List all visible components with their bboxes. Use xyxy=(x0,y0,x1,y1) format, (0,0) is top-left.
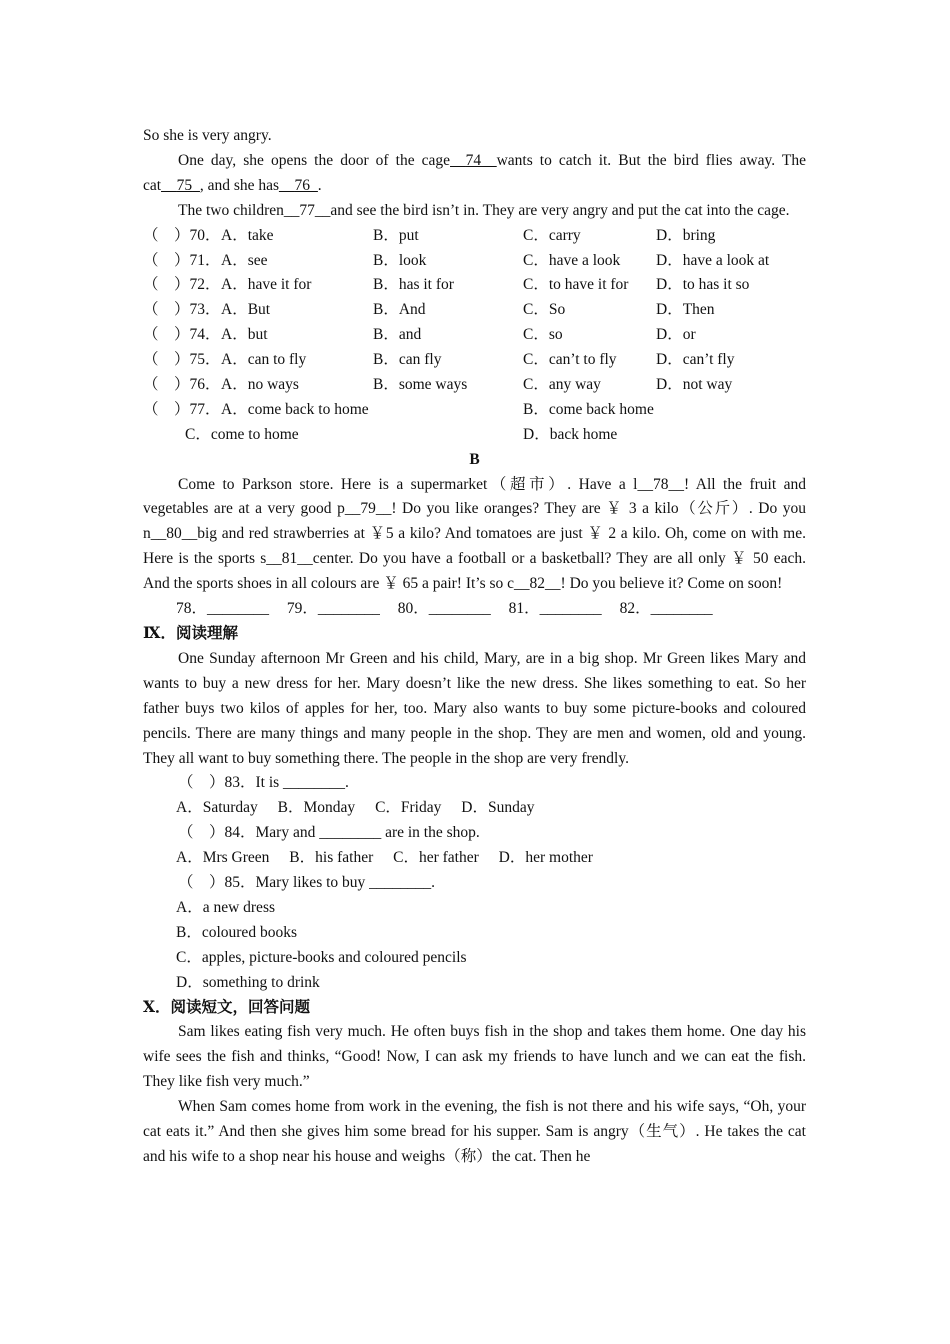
question-84-options: A．Mrs Green B．his father C．her father D．her mother xyxy=(176,849,593,867)
section-x-paragraph: Sam likes eating fish very much. He often buys fish in the shop and takes them home. One day his wife sees the fish and thinks, “Good! Now, I can ask my friends to have lunch and we can eat the fish. They like fish very much.” xyxy=(143,1023,806,1091)
section-ix-heading: Ⅸ．阅读理解 xyxy=(143,624,238,642)
blank-76: __76_ xyxy=(279,176,318,194)
choice-question-list xyxy=(143,224,806,448)
section-x-paragraph: When Sam comes home from work in the evening, the fish is not there and his wife says, “Oh, your cat eats it.” And then she gives him some bread for his supper. Sam is angry（生气）. He takes the cat and his wife to a shop near his house and weighs（称）the cat. Then he xyxy=(143,1098,806,1166)
blank-74: __74__ xyxy=(450,151,497,169)
question-83: （ ）83．It is ________. xyxy=(178,774,349,792)
passage-a-line: So she is very angry. xyxy=(143,127,272,144)
section-ix-passage: One Sunday afternoon Mr Green and his child, Mary, are in a big shop. Mr Green likes Mary and wants to buy a new dress for her. Mary doesn’t like the new dress. She likes something to eat. So her father buys two kilos of apples for her, too. Mary also wants to buy some picture-books and coloured pencils. There are many things and many people in the shop. They are men and women, old and young. They all want to buy something there. The people in the shop are very frendly. xyxy=(143,649,806,767)
choice-question-77-cont: C．come to home D．back home xyxy=(185,425,618,443)
option: B．coloured books xyxy=(176,923,297,941)
answer-blanks: 78．________ 79．________ 80．________ 81．________ 82．________ xyxy=(176,600,713,618)
choice-question: （ ）72． A．have it for B．has it for C．to have it for D．to has it so xyxy=(143,276,750,294)
section-x-heading: Ⅹ．阅读短文，回答问题 xyxy=(143,998,311,1016)
option: A．a new dress xyxy=(176,898,276,916)
choice-question-77: （ ）77． A．come back to home B．come back home xyxy=(143,400,654,418)
question-85-options xyxy=(176,896,806,996)
choice-question: （ ）71． A．see B．look C．have a look D．have a look at xyxy=(143,251,770,269)
option: D．something to drink xyxy=(176,973,320,991)
blank-75: __75_ xyxy=(161,176,200,194)
choice-question: （ ）73． A．But B．And C．So D．Then xyxy=(143,301,715,319)
section-b-title: B xyxy=(469,450,480,468)
option: C．apples, picture-books and coloured pencils xyxy=(176,948,467,966)
choice-question: （ ）74． A．but B．and C．so D．or xyxy=(143,326,696,344)
choice-question: （ ）76． A．no ways B．some ways C．any way D．not way xyxy=(143,375,733,393)
question-84: （ ）84．Mary and ________ are in the shop. xyxy=(178,824,480,842)
question-85: （ ）85．Mary likes to buy ________. xyxy=(178,874,436,892)
passage-a-paragraph: One day, she opens the door of the cage__74__wants to catch it. But the bird flies away. The cat__75_, and she has__76_. xyxy=(143,151,806,194)
document-page xyxy=(143,124,806,1170)
passage-a-paragraph: The two children__77__and see the bird isn’t in. They are very angry and put the cat into the cage. xyxy=(178,201,790,219)
choice-question: （ ）70． A．take B．put C．carry D．bring xyxy=(143,226,716,244)
choice-question: （ ）75． A．can to fly B．can fly C．can’t to fly D．can’t fly xyxy=(143,351,735,369)
question-83-options: A．Saturday B．Monday C．Friday D．Sunday xyxy=(176,799,535,817)
section-b-passage: Come to Parkson store. Here is a supermarket（超市）. Have a l__78__! All the fruit and vegetables are at a very good p__79__! Do you like oranges? They are ￥ 3 a kilo（公斤）. Do you n__80__big and red strawberries at ￥5 a kilo? And tomatoes are just ￥ 2 a kilo. Oh, come on with me. Here is the sports s__81__center. Do you have a football or a basketball? They are all only ￥ 50 each. And the sports shoes in all colours are ￥ 65 a pair! It’s so c__82__! Do you believe it? Come on soon! xyxy=(143,475,806,593)
